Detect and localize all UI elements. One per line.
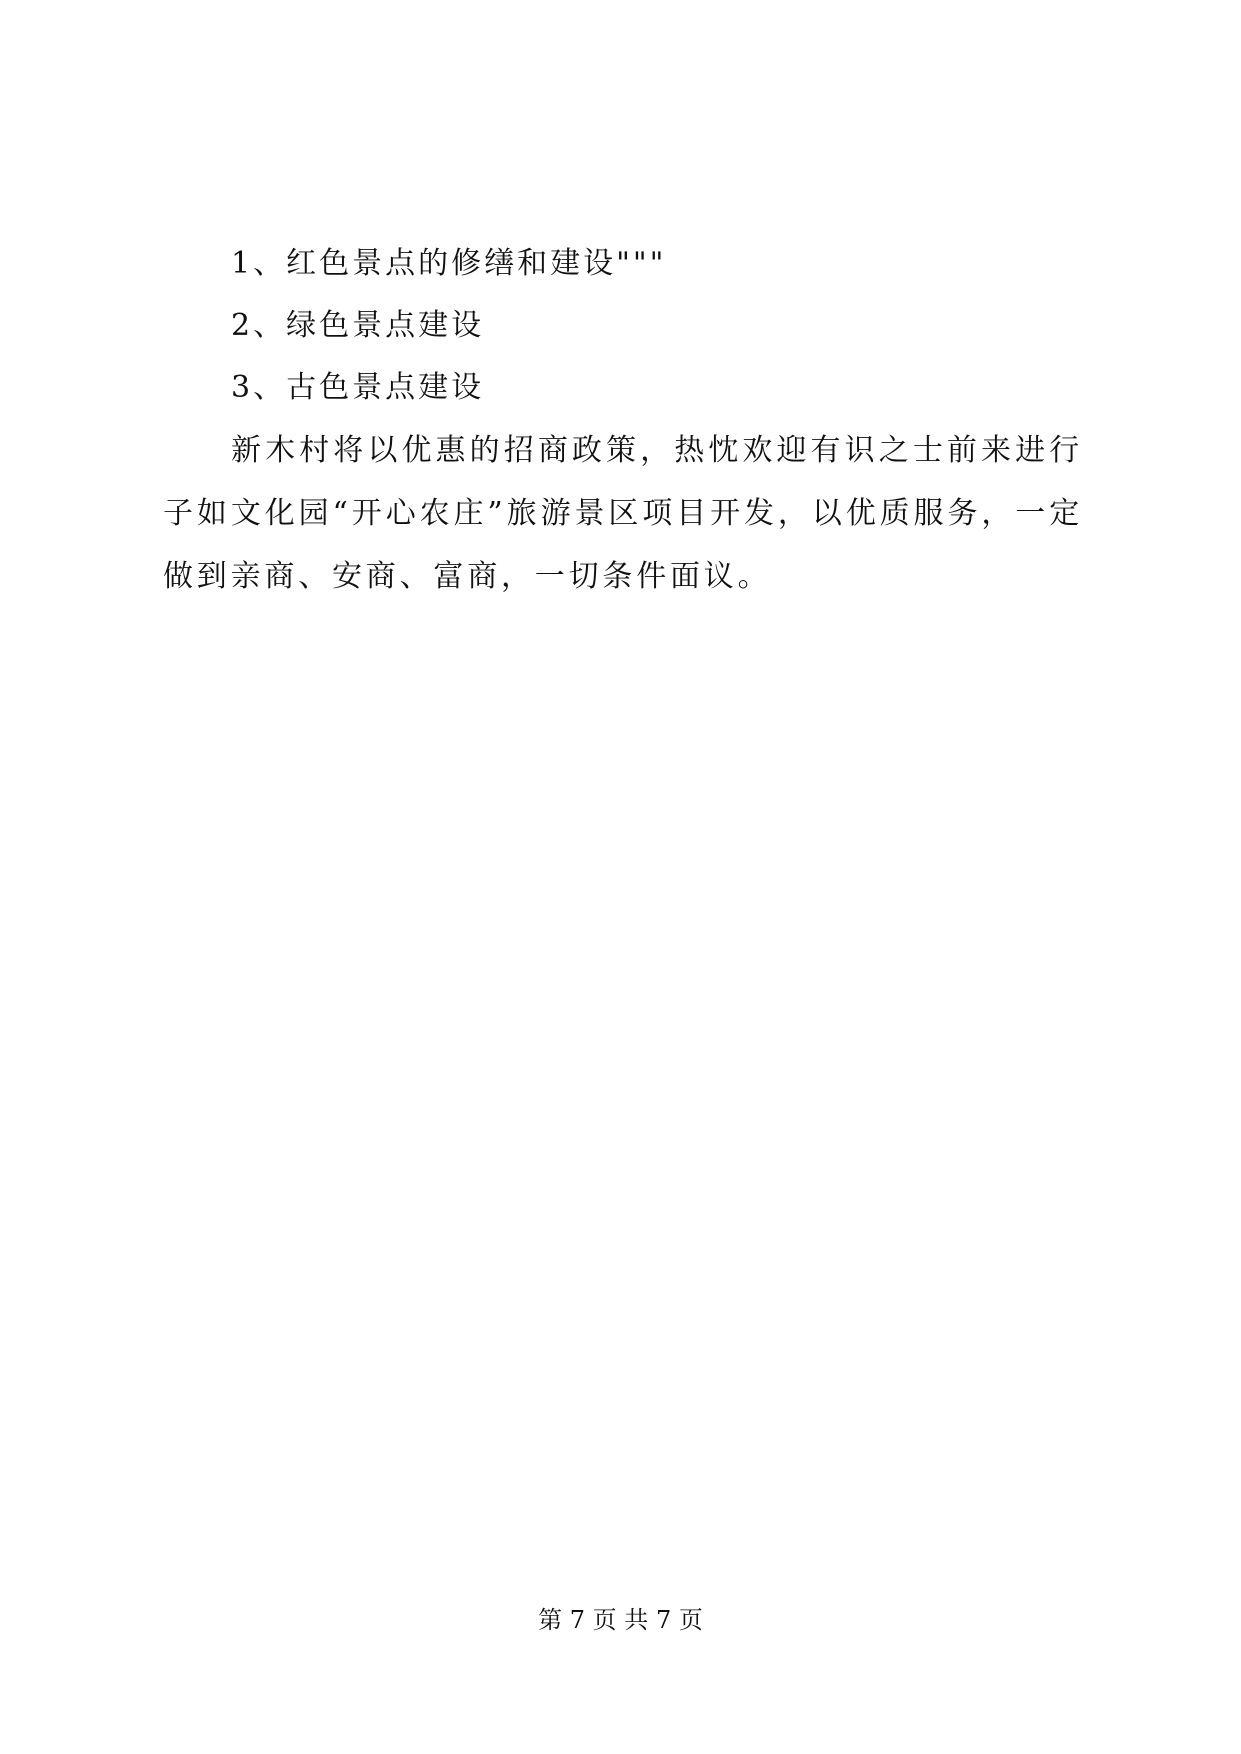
list-item-3: 3、古色景点建设 bbox=[231, 370, 485, 405]
body-paragraph: 新木村将以优惠的招商政策，热忱欢迎有识之士前来进行子如文化园“开心农庄”旅游景区项目开发，以优质服务，一定做到亲商、安商、富商，一切条件面议。 bbox=[163, 433, 1083, 594]
page-content bbox=[163, 233, 1083, 608]
list-item-1: 1、红色景点的修缮和建设""" bbox=[231, 246, 667, 281]
page-number-footer: 第 7 页 共 7 页 bbox=[538, 1606, 703, 1634]
list-item-2: 2、绿色景点建设 bbox=[231, 308, 485, 343]
